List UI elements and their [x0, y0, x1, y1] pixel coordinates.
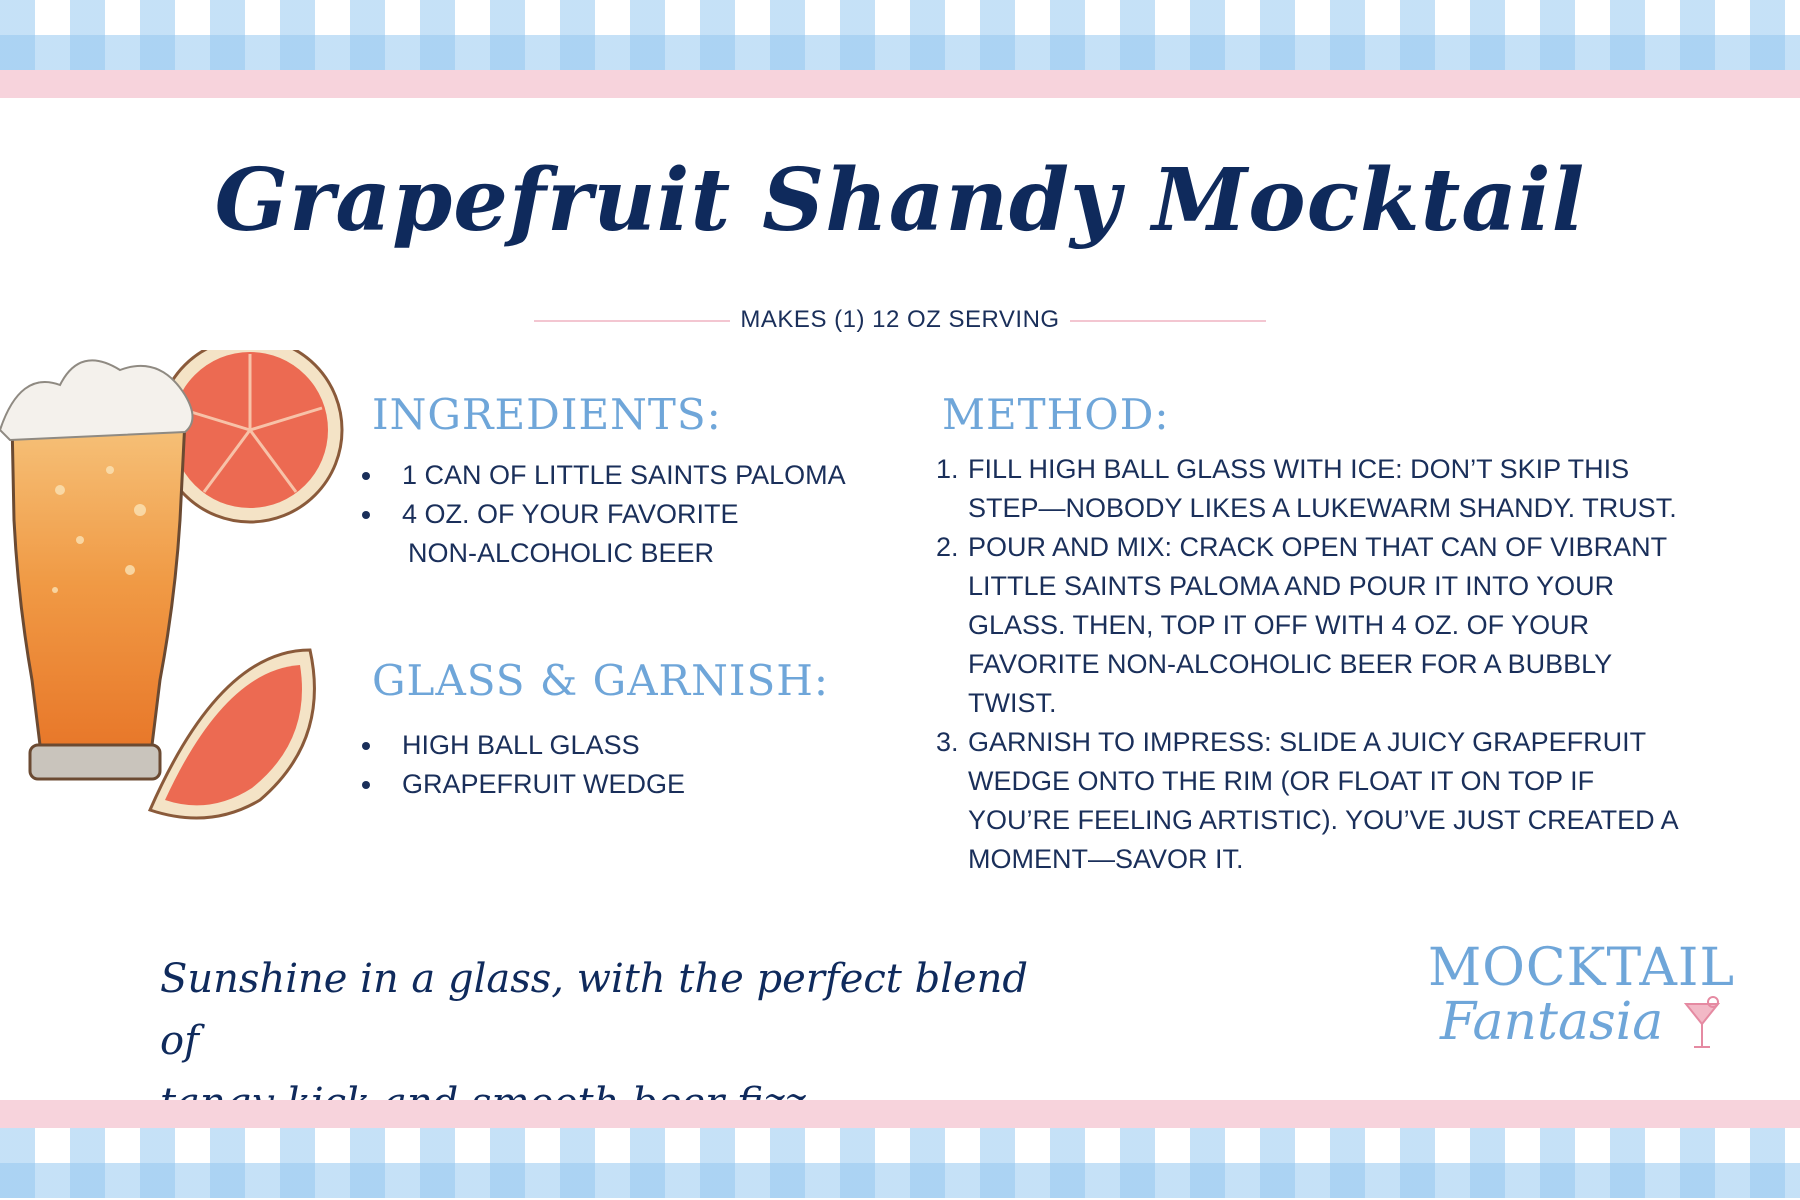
step-line: LITTLE SAINTS PALOMA AND POUR IT INTO YOUR	[968, 571, 1615, 601]
list-item: 4 OZ. OF YOUR FAVORITE	[372, 495, 892, 534]
gingham-border-bottom	[0, 1128, 1800, 1198]
tagline-line: Sunshine in a glass, with the perfect blend of	[160, 956, 1029, 1064]
glass-garnish-list	[372, 726, 892, 804]
method-step-3	[936, 723, 1716, 879]
method-step-1	[936, 450, 1716, 528]
ingredients-heading: INGREDIENTS:	[372, 390, 722, 439]
divider-left	[534, 320, 730, 322]
list-item: GRAPEFRUIT WEDGE	[372, 765, 892, 804]
list-item: HIGH BALL GLASS	[372, 726, 892, 765]
ingredients-list	[372, 456, 892, 573]
step-line: GARNISH TO IMPRESS: SLIDE A JUICY GRAPEFRUIT	[968, 727, 1647, 757]
gingham-border-top	[0, 0, 1800, 70]
divider-right	[1070, 320, 1266, 322]
list-item-continuation: NON-ALCOHOLIC BEER	[408, 538, 715, 568]
method-steps	[936, 450, 1716, 879]
list-item: 1 CAN OF LITTLE SAINTS PALOMA	[372, 456, 892, 495]
step-line: MOMENT—SAVOR IT.	[968, 844, 1244, 874]
step-line: GLASS. THEN, TOP IT OFF WITH 4 OZ. OF YOUR	[968, 610, 1590, 640]
serving-row	[534, 306, 1266, 336]
step-number: 3.	[936, 727, 959, 757]
method-step-2	[936, 528, 1716, 723]
step-line: STEP—NOBODY LIKES A LUKEWARM SHANDY. TRUST.	[968, 493, 1677, 523]
step-number: 2.	[936, 532, 959, 562]
pink-band-bottom	[0, 1100, 1800, 1128]
glass-garnish-heading: GLASS & GARNISH:	[372, 656, 830, 705]
step-number: 1.	[936, 454, 959, 484]
step-line: WEDGE ONTO THE RIM (OR FLOAT IT ON TOP IF	[968, 766, 1595, 796]
step-line: POUR AND MIX: CRACK OPEN THAT CAN OF VIBRANT	[968, 532, 1668, 562]
grapefruit-shandy-glass-illustration	[0, 350, 360, 840]
step-line: YOU’RE FEELING ARTISTIC). YOU’VE JUST CREATED A	[968, 805, 1679, 835]
method-heading: METHOD:	[942, 390, 1170, 439]
logo-wordmark-top: MOCKTAIL	[1428, 938, 1735, 998]
mocktail-fantasia-logo	[1420, 938, 1750, 1058]
pink-band-top	[0, 70, 1800, 98]
serving-size: MAKES (1) 12 OZ SERVING	[740, 306, 1060, 333]
step-line: TWIST.	[968, 688, 1057, 718]
martini-glass-icon	[1682, 996, 1722, 1052]
recipe-title: Grapefruit Shandy Mocktail	[214, 150, 1586, 251]
step-line: FAVORITE NON-ALCOHOLIC BEER FOR A BUBBLY	[968, 649, 1613, 679]
step-line: FILL HIGH BALL GLASS WITH ICE: DON’T SKIP THIS	[968, 454, 1630, 484]
logo-wordmark-bottom: Fantasia	[1440, 992, 1664, 1052]
